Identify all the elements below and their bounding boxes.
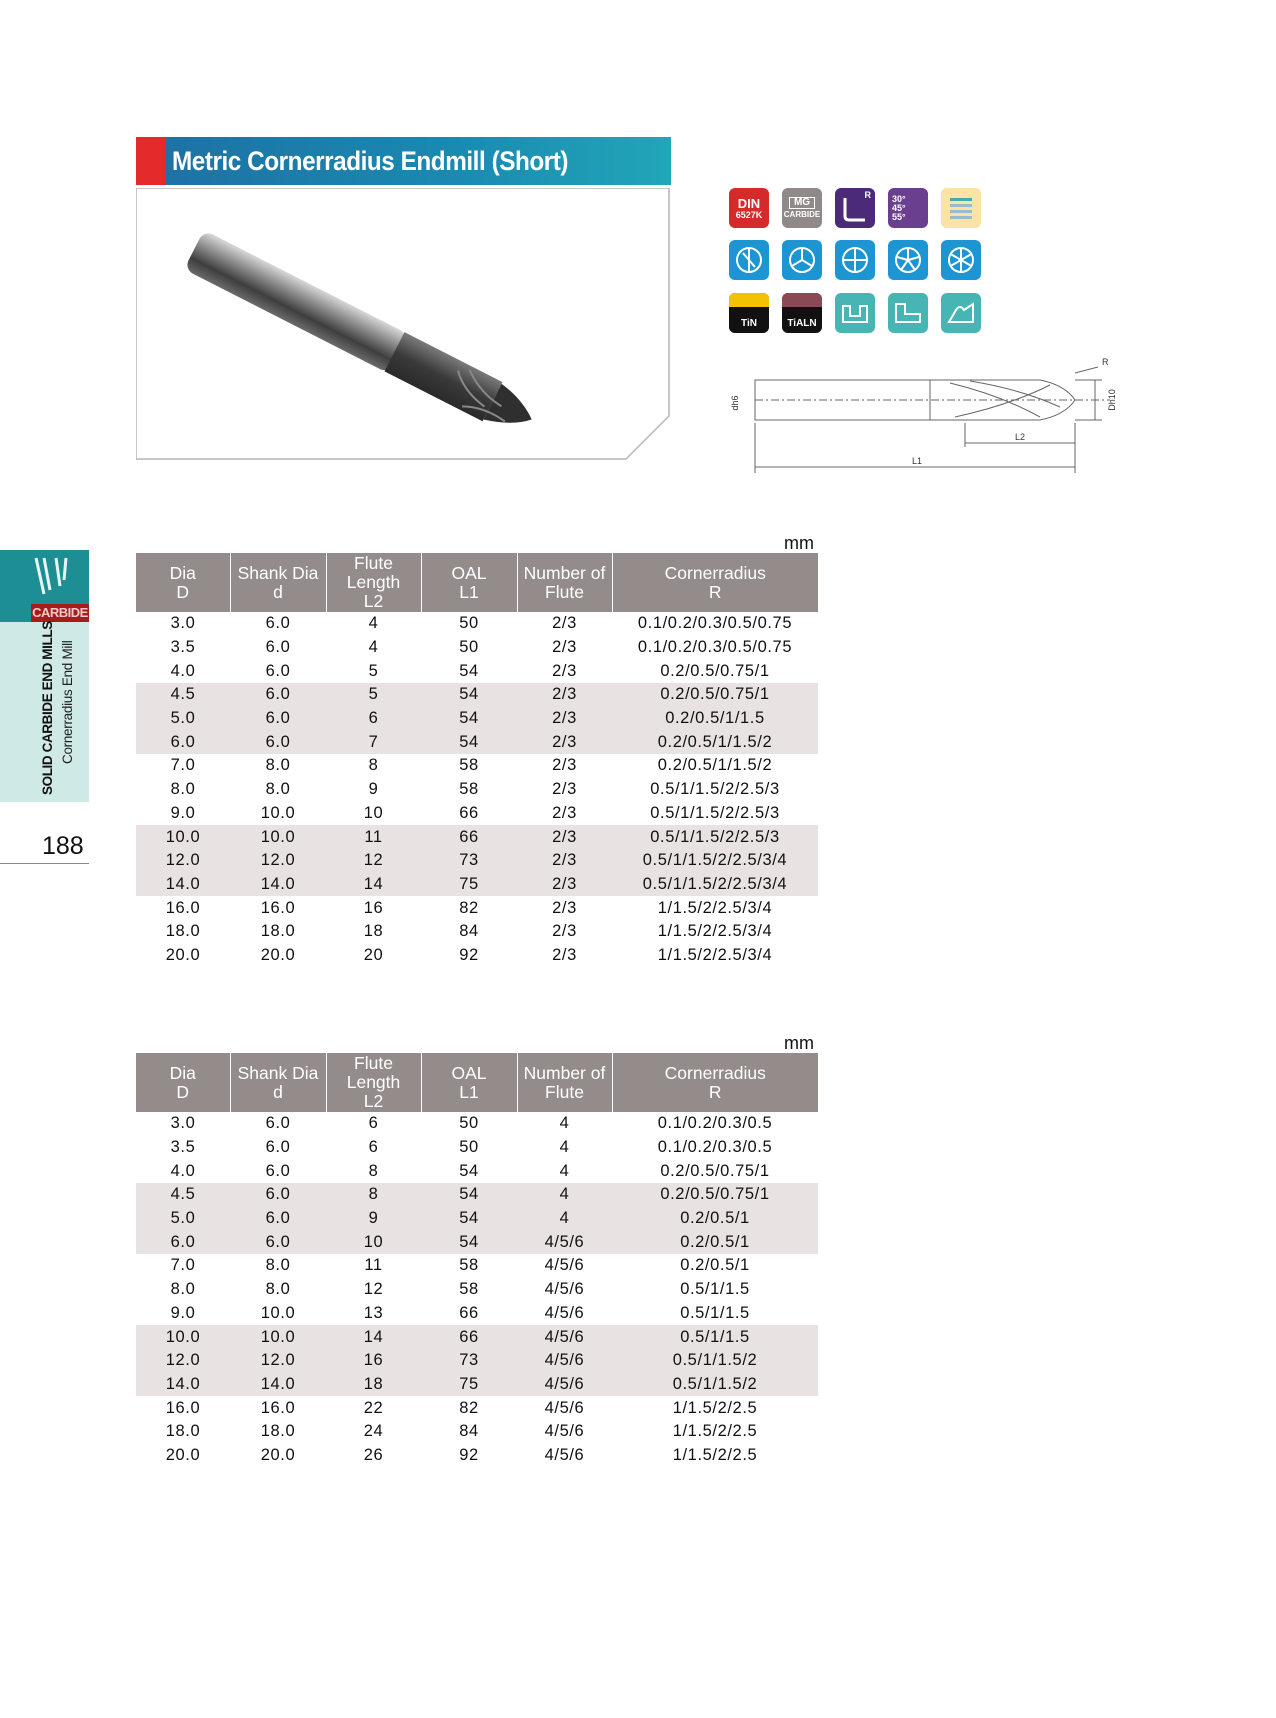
table-cell: 2/3 bbox=[517, 683, 612, 707]
table-cell: 12 bbox=[326, 849, 421, 873]
table-cell: 3.0 bbox=[170, 1114, 196, 1133]
table-cell: 10.0 bbox=[136, 825, 230, 849]
column-header-line: L2 bbox=[363, 591, 384, 611]
table-cell: 3.0 bbox=[170, 614, 196, 633]
table-cell: 4 bbox=[368, 638, 379, 657]
table-cell: 8.0 bbox=[170, 780, 196, 799]
table-row bbox=[136, 1207, 818, 1231]
table-cell: 18.0 bbox=[260, 1422, 296, 1441]
table-cell: 10.0 bbox=[260, 1303, 296, 1322]
table-cell: 5.0 bbox=[136, 1207, 230, 1231]
table-cell: 82 bbox=[459, 898, 479, 917]
table-cell: 2/3 bbox=[517, 849, 612, 873]
table-cell: 84 bbox=[459, 1422, 479, 1441]
table-row bbox=[136, 802, 818, 826]
table-cell: 12.0 bbox=[136, 849, 230, 873]
column-header-line: Cornerradius bbox=[664, 1062, 766, 1083]
table-cell: 0.5/1/1.5 bbox=[680, 1303, 750, 1322]
table-cell: 9.0 bbox=[170, 1303, 196, 1322]
table-cell: 0.2/0.5/1 bbox=[680, 1256, 750, 1275]
table-cell: 0.5/1/1.5/2 bbox=[612, 1373, 818, 1397]
table-cell: 8 bbox=[326, 1183, 421, 1207]
table-row bbox=[136, 896, 818, 920]
column-header-line: Flute bbox=[545, 1081, 584, 1102]
table-cell: 4/5/6 bbox=[544, 1445, 585, 1464]
table-cell: 16.0 bbox=[165, 898, 201, 917]
table-cell: 0.2/0.5/1 bbox=[612, 1230, 818, 1254]
table-row bbox=[136, 1325, 818, 1349]
tialn-coating-icon: TiALN bbox=[782, 293, 822, 333]
table-cell: 10.0 bbox=[136, 1325, 230, 1349]
table-cell: 54 bbox=[459, 1161, 479, 1180]
table-cell: 18 bbox=[363, 922, 384, 941]
table-header-row bbox=[136, 1053, 818, 1112]
l2-label: L2 bbox=[1015, 432, 1026, 442]
table-cell: 4/5/6 bbox=[517, 1349, 612, 1373]
table-cell: 73 bbox=[421, 1349, 517, 1373]
table-cell: 16.0 bbox=[260, 1398, 296, 1417]
shoulder-milling-icon bbox=[888, 293, 928, 333]
slotting-icon bbox=[835, 293, 875, 333]
table-cell: 0.5/1/1.5/2/2.5/3 bbox=[650, 803, 780, 822]
table-row bbox=[136, 1349, 818, 1373]
table-cell: 10 bbox=[326, 1230, 421, 1254]
table-cell: 4.5 bbox=[136, 1183, 230, 1207]
column-header-line: Shank Dia bbox=[237, 1062, 319, 1083]
material-table-icon bbox=[941, 188, 981, 228]
table-cell: 1/1.5/2/2.5 bbox=[672, 1398, 758, 1417]
spec-table-2-3-flute bbox=[136, 553, 818, 967]
table-cell: 8 bbox=[368, 1161, 379, 1180]
column-header bbox=[612, 553, 818, 612]
table-cell: 2/3 bbox=[552, 614, 577, 633]
table-cell: 18.0 bbox=[260, 922, 296, 941]
column-header-line: d bbox=[273, 1081, 283, 1102]
column-header-line: d bbox=[273, 581, 283, 602]
table-cell: 75 bbox=[421, 873, 517, 897]
table-cell: 8.0 bbox=[265, 780, 291, 799]
table-cell: 4.0 bbox=[170, 1161, 196, 1180]
table-cell: 12.0 bbox=[230, 1349, 326, 1373]
table-cell: 4 bbox=[559, 1138, 570, 1157]
table-cell: 6 bbox=[368, 1138, 379, 1157]
column-header bbox=[421, 1053, 517, 1112]
table-cell: 0.5/1/1.5 bbox=[612, 1325, 818, 1349]
table-cell: 4/5/6 bbox=[544, 1303, 585, 1322]
table-cell: 54 bbox=[421, 1230, 517, 1254]
table-row bbox=[136, 1278, 818, 1302]
column-header-line: Dia bbox=[169, 1062, 196, 1083]
section-label bbox=[0, 621, 89, 800]
table-cell: 0.5/1/1.5/2/2.5/3 bbox=[612, 825, 818, 849]
table-cell: 20.0 bbox=[165, 1445, 201, 1464]
table-cell: 66 bbox=[421, 1325, 517, 1349]
column-header bbox=[326, 1053, 421, 1112]
table-cell: 2/3 bbox=[552, 803, 577, 822]
table-cell: 4/5/6 bbox=[544, 1422, 585, 1441]
table-row bbox=[136, 1254, 818, 1278]
table-cell: 2/3 bbox=[552, 638, 577, 657]
table-cell: 0.2/0.5/0.75/1 bbox=[660, 661, 770, 680]
din-standard-icon: DIN 6527K bbox=[729, 188, 769, 228]
table-cell: 12.0 bbox=[136, 1349, 230, 1373]
spec-table-4-6-flute bbox=[136, 1053, 818, 1467]
column-header-line: Flute bbox=[545, 581, 584, 602]
table-cell: 84 bbox=[459, 922, 479, 941]
table-cell: 11 bbox=[326, 825, 421, 849]
table-cell: 6.0 bbox=[230, 1230, 326, 1254]
corner-radius-icon: R bbox=[835, 188, 875, 228]
column-header bbox=[230, 553, 326, 612]
table-cell: 66 bbox=[459, 1303, 479, 1322]
table-cell: 4/5/6 bbox=[517, 1325, 612, 1349]
table-row bbox=[136, 1230, 818, 1254]
table-cell: 4/5/6 bbox=[544, 1398, 585, 1417]
table-cell: 73 bbox=[421, 849, 517, 873]
column-header-line: L2 bbox=[363, 1091, 384, 1111]
table-cell: 6.0 bbox=[265, 661, 291, 680]
profiling-icon bbox=[941, 293, 981, 333]
table-cell: 58 bbox=[459, 1280, 479, 1299]
column-header bbox=[612, 1053, 818, 1112]
table-cell: 7.0 bbox=[170, 756, 196, 775]
column-header bbox=[517, 553, 612, 612]
dh10-label: Dh10 bbox=[1107, 389, 1117, 411]
column-header-line: Dia bbox=[169, 562, 196, 583]
table-cell: 4.5 bbox=[136, 683, 230, 707]
table-cell: 2/3 bbox=[552, 780, 577, 799]
table-cell: 9 bbox=[368, 780, 379, 799]
product-photo bbox=[136, 188, 670, 460]
column-header bbox=[326, 553, 421, 612]
table-cell: 75 bbox=[421, 1373, 517, 1397]
table-cell: 10 bbox=[363, 803, 384, 822]
section-title: SOLID CARBIDE END MILLS bbox=[40, 621, 55, 795]
table-cell: 4/5/6 bbox=[544, 1280, 585, 1299]
table-cell: 12 bbox=[363, 1280, 384, 1299]
table-cell: 26 bbox=[363, 1445, 384, 1464]
table-row bbox=[136, 1112, 818, 1136]
table-cell: 54 bbox=[421, 730, 517, 754]
table-cell: 0.2/0.5/1/1.5/2 bbox=[657, 756, 773, 775]
table-cell: 3.5 bbox=[170, 1138, 196, 1157]
table-cell: 2/3 bbox=[552, 922, 577, 941]
table-cell: 16.0 bbox=[260, 898, 296, 917]
table-cell: 13 bbox=[363, 1303, 384, 1322]
table-row bbox=[136, 873, 818, 897]
table-row bbox=[136, 1159, 818, 1183]
table-cell: 4 bbox=[517, 1183, 612, 1207]
table-cell: 8.0 bbox=[170, 1280, 196, 1299]
table-row bbox=[136, 1396, 818, 1420]
table-cell: 6.0 bbox=[265, 638, 291, 657]
table-cell: 4 bbox=[368, 614, 379, 633]
table-cell: 10.0 bbox=[260, 803, 296, 822]
table-cell: 0.1/0.2/0.3/0.5 bbox=[657, 1114, 773, 1133]
table-cell: 22 bbox=[363, 1398, 384, 1417]
table-cell: 0.1/0.2/0.3/0.5/0.75 bbox=[637, 614, 793, 633]
table-row bbox=[136, 707, 818, 731]
table-cell: 16.0 bbox=[165, 1398, 201, 1417]
column-header-line: L1 bbox=[459, 581, 479, 602]
table-row bbox=[136, 1420, 818, 1444]
table-cell: 9.0 bbox=[170, 803, 196, 822]
dh6-label: dh6 bbox=[730, 395, 740, 411]
table-cell: 92 bbox=[459, 945, 479, 964]
table-cell: 54 bbox=[421, 707, 517, 731]
four-flute-icon bbox=[835, 240, 875, 280]
table-cell: 9 bbox=[326, 1207, 421, 1231]
column-header bbox=[136, 553, 230, 612]
table-cell: 2/3 bbox=[552, 945, 577, 964]
table-cell: 4/5/6 bbox=[517, 1230, 612, 1254]
table-cell: 6 bbox=[368, 1114, 379, 1133]
table-row bbox=[136, 659, 818, 683]
table-cell: 10.0 bbox=[230, 1325, 326, 1349]
table-cell: 50 bbox=[459, 1114, 479, 1133]
table-cell: 3.5 bbox=[170, 638, 196, 657]
column-header-line: Number of bbox=[523, 1062, 606, 1083]
column-header-line: Flute Length bbox=[346, 1053, 401, 1092]
table-cell: 66 bbox=[421, 825, 517, 849]
table-cell: 24 bbox=[363, 1422, 384, 1441]
table-cell: 14 bbox=[326, 1325, 421, 1349]
table-cell: 92 bbox=[459, 1445, 479, 1464]
section-subtitle: Cornerradius End Mill bbox=[60, 640, 75, 764]
table-cell: 20 bbox=[363, 945, 384, 964]
table-cell: 2/3 bbox=[517, 730, 612, 754]
carbide-label: CARBIDE bbox=[32, 605, 88, 620]
table-cell: 16 bbox=[363, 898, 384, 917]
table-cell: 6.0 bbox=[230, 683, 326, 707]
table-cell: 6.0 bbox=[136, 730, 230, 754]
table-cell: 6.0 bbox=[265, 1114, 291, 1133]
table-cell: 5.0 bbox=[136, 707, 230, 731]
column-header-line: D bbox=[176, 581, 190, 602]
unit-label-1: mm bbox=[784, 533, 814, 553]
six-flute-icon bbox=[941, 240, 981, 280]
table-cell: 14.0 bbox=[230, 1373, 326, 1397]
table-cell: 20.0 bbox=[260, 1445, 296, 1464]
table-cell: 6.0 bbox=[230, 1207, 326, 1231]
table-cell: 58 bbox=[459, 1256, 479, 1275]
table-cell: 6.0 bbox=[265, 1138, 291, 1157]
table-cell: 0.1/0.2/0.3/0.5 bbox=[657, 1138, 773, 1157]
table-cell: 2/3 bbox=[517, 707, 612, 731]
unit-label-2: mm bbox=[784, 1033, 814, 1053]
table-row bbox=[136, 612, 818, 636]
table-cell: 0.2/0.5/1/1.5/2 bbox=[612, 730, 818, 754]
table-row bbox=[136, 1302, 818, 1326]
table-cell: 0.5/1/1.5/2 bbox=[612, 1349, 818, 1373]
table-cell: 0.2/0.5/1 bbox=[612, 1207, 818, 1231]
mg-carbide-icon: MG CARBIDE bbox=[782, 188, 822, 228]
table-cell: 2/3 bbox=[552, 661, 577, 680]
table-row bbox=[136, 1444, 818, 1468]
table-cell: 8.0 bbox=[265, 1256, 291, 1275]
table-cell: 5 bbox=[326, 683, 421, 707]
table-cell: 14.0 bbox=[136, 1373, 230, 1397]
table-row bbox=[136, 683, 818, 707]
table-cell: 2/3 bbox=[517, 873, 612, 897]
table-cell: 54 bbox=[421, 1207, 517, 1231]
table-cell: 50 bbox=[459, 638, 479, 657]
table-cell: 8 bbox=[368, 756, 379, 775]
table-cell: 14.0 bbox=[136, 873, 230, 897]
table-cell: 0.5/1/1.5/2/2.5/3/4 bbox=[612, 849, 818, 873]
column-header-line: Number of bbox=[523, 562, 606, 583]
two-flute-icon bbox=[729, 240, 769, 280]
table-row bbox=[136, 920, 818, 944]
table-cell: 58 bbox=[459, 756, 479, 775]
table-cell: 6.0 bbox=[230, 1183, 326, 1207]
table-cell: 0.5/1/1.5/2/2.5/3 bbox=[650, 780, 780, 799]
page-title: Metric Cornerradius Endmill (Short) bbox=[172, 146, 569, 176]
table-cell: 18.0 bbox=[165, 1422, 201, 1441]
table-row bbox=[136, 1136, 818, 1160]
five-flute-icon bbox=[888, 240, 928, 280]
table-cell: 1/1.5/2/2.5 bbox=[672, 1445, 758, 1464]
table-cell: 1/1.5/2/2.5/3/4 bbox=[657, 898, 773, 917]
table-cell: 1/1.5/2/2.5 bbox=[672, 1422, 758, 1441]
table-cell: 7 bbox=[326, 730, 421, 754]
table-cell: 18 bbox=[326, 1373, 421, 1397]
column-header-line: L1 bbox=[459, 1081, 479, 1102]
column-header bbox=[136, 1053, 230, 1112]
feature-icons bbox=[729, 188, 989, 338]
table-row bbox=[136, 849, 818, 873]
table-cell: 66 bbox=[459, 803, 479, 822]
column-header bbox=[421, 553, 517, 612]
table-row bbox=[136, 730, 818, 754]
table-cell: 4 bbox=[559, 1114, 570, 1133]
table-row bbox=[136, 825, 818, 849]
table-row bbox=[136, 944, 818, 968]
table-cell: 2/3 bbox=[517, 825, 612, 849]
table-cell: 18.0 bbox=[165, 922, 201, 941]
table-row bbox=[136, 1373, 818, 1397]
table-cell: 6.0 bbox=[136, 1230, 230, 1254]
table-cell: 0.1/0.2/0.3/0.5/0.75 bbox=[637, 638, 793, 657]
table-cell: 8.0 bbox=[265, 1280, 291, 1299]
column-header-line: Flute Length bbox=[346, 553, 401, 592]
technical-drawing bbox=[720, 355, 1130, 475]
tin-coating-icon: TiN bbox=[729, 293, 769, 333]
table-cell: 0.2/0.5/0.75/1 bbox=[612, 683, 818, 707]
page-divider bbox=[0, 863, 89, 864]
column-header bbox=[517, 1053, 612, 1112]
title-accent bbox=[136, 137, 166, 185]
table-cell: 4/5/6 bbox=[544, 1256, 585, 1275]
table-cell: 4 bbox=[517, 1207, 612, 1231]
table-cell: 11 bbox=[364, 1256, 383, 1275]
l1-label: L1 bbox=[912, 456, 923, 466]
table-row bbox=[136, 778, 818, 802]
table-cell: 20.0 bbox=[165, 945, 201, 964]
table-cell: 2/3 bbox=[552, 898, 577, 917]
table-cell: 14 bbox=[326, 873, 421, 897]
table-cell: 54 bbox=[459, 661, 479, 680]
table-row bbox=[136, 754, 818, 778]
table-cell: 58 bbox=[459, 780, 479, 799]
table-cell: 0.2/0.5/0.75/1 bbox=[612, 1183, 818, 1207]
table-cell: 1/1.5/2/2.5/3/4 bbox=[657, 922, 773, 941]
table-cell: 7.0 bbox=[170, 1256, 196, 1275]
table-cell: 54 bbox=[421, 683, 517, 707]
column-header-line: D bbox=[176, 1081, 190, 1102]
table-cell: 8.0 bbox=[265, 756, 291, 775]
table-cell: 4/5/6 bbox=[517, 1373, 612, 1397]
table-cell: 54 bbox=[421, 1183, 517, 1207]
column-header-line: Cornerradius bbox=[664, 562, 766, 583]
table-cell: 4.0 bbox=[170, 661, 196, 680]
r-label: R bbox=[1102, 357, 1109, 367]
table-cell: 50 bbox=[459, 614, 479, 633]
helix-angle-icon: 30° 45° 55° bbox=[888, 188, 928, 228]
table-cell: 0.2/0.5/0.75/1 bbox=[660, 1161, 770, 1180]
table-cell: 14.0 bbox=[230, 873, 326, 897]
table-cell: 6.0 bbox=[265, 1161, 291, 1180]
table-cell: 20.0 bbox=[260, 945, 296, 964]
column-header-line: R bbox=[708, 1081, 722, 1102]
table-cell: 6.0 bbox=[265, 614, 291, 633]
table-cell: 5 bbox=[368, 661, 379, 680]
table-cell: 10.0 bbox=[230, 825, 326, 849]
column-header bbox=[230, 1053, 326, 1112]
column-header-line: OAL bbox=[451, 562, 487, 583]
table-cell: 16 bbox=[326, 1349, 421, 1373]
column-header-line: R bbox=[708, 581, 722, 602]
page-number: 188 bbox=[42, 832, 84, 860]
table-cell: 50 bbox=[459, 1138, 479, 1157]
table-cell: 12.0 bbox=[230, 849, 326, 873]
table-cell: 4 bbox=[559, 1161, 570, 1180]
three-flute-icon bbox=[782, 240, 822, 280]
column-header-line: Shank Dia bbox=[237, 562, 319, 583]
table-cell: 0.5/1/1.5/2/2.5/3/4 bbox=[612, 873, 818, 897]
table-cell: 6.0 bbox=[230, 707, 326, 731]
table-cell: 82 bbox=[459, 1398, 479, 1417]
title-bar bbox=[136, 137, 671, 185]
column-header-line: OAL bbox=[451, 1062, 487, 1083]
table-cell: 0.5/1/1.5 bbox=[680, 1280, 750, 1299]
table-cell: 2/3 bbox=[552, 756, 577, 775]
table-cell: 0.2/0.5/1/1.5 bbox=[612, 707, 818, 731]
table-row bbox=[136, 1183, 818, 1207]
table-cell: 6 bbox=[326, 707, 421, 731]
table-cell: 6.0 bbox=[230, 730, 326, 754]
table-header-row bbox=[136, 553, 818, 612]
table-row bbox=[136, 636, 818, 660]
table-cell: 1/1.5/2/2.5/3/4 bbox=[657, 945, 773, 964]
